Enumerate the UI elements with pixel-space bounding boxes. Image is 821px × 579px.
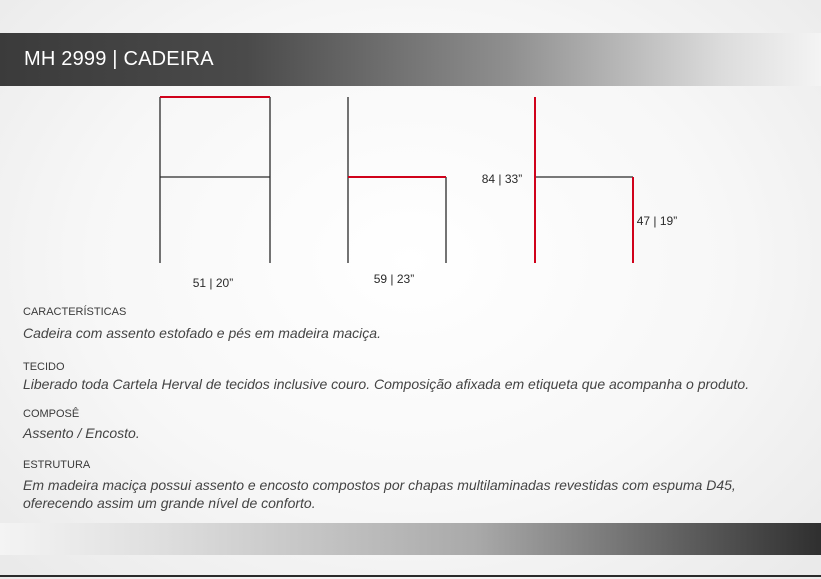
- seat-height-label: 47 | 19”: [636, 214, 678, 228]
- page-title: MH 2999 | CADEIRA: [24, 48, 214, 70]
- compose-heading: COMPOSÊ: [23, 408, 80, 420]
- tecido-heading: TECIDO: [23, 361, 65, 373]
- compose-text: Assento / Encosto.: [23, 425, 140, 441]
- estrutura-heading: ESTRUTURA: [23, 459, 91, 471]
- caracteristicas-heading: CARACTERÍSTICAS: [23, 306, 127, 318]
- bottom-divider: [0, 575, 821, 577]
- side-view-depth: [348, 97, 446, 286]
- footer-bar: [0, 523, 821, 555]
- height-label: 84 | 33”: [481, 172, 523, 186]
- tecido-text: Liberado toda Cartela Herval de tecidos inclusive couro. Composição afixada em etiqueta que acompanha o produto.: [23, 376, 750, 392]
- side-view-height: [482, 97, 677, 263]
- width-label: 51 | 20”: [192, 276, 234, 290]
- front-view: [160, 97, 270, 290]
- depth-label: 59 | 23”: [373, 272, 415, 286]
- estrutura-text: Em madeira maciça possui assento e encosto compostos por chapas multilaminadas revestidas com espuma D45, oferecendo assim um grande nível de conforto.: [23, 477, 736, 511]
- caracteristicas-text: Cadeira com assento estofado e pés em madeira maciça.: [23, 325, 381, 341]
